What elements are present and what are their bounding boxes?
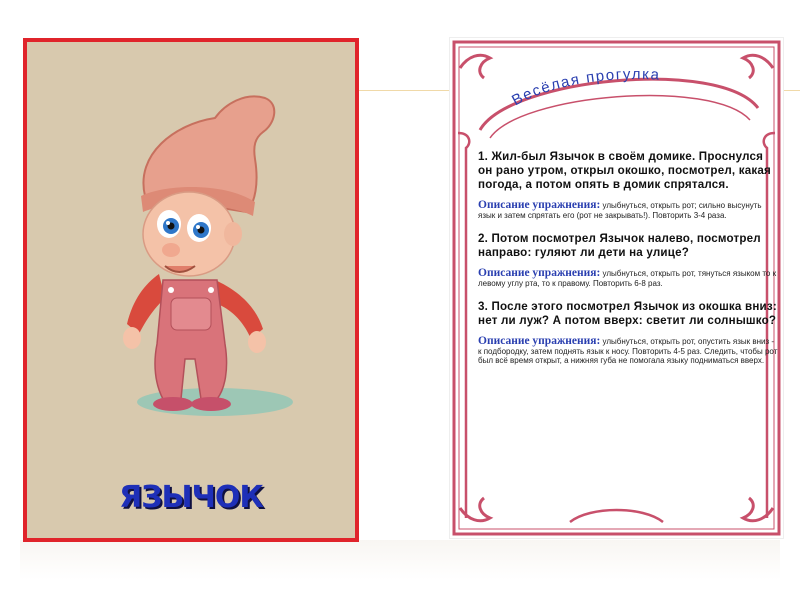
step-description	[478, 269, 778, 288]
step-text: 2. Потом посмотрел Язычок налево, посмотрел направо: гуляют ли дети на улице?	[478, 232, 761, 259]
description-text: улыбнуться, открыть рот, тянуться языком то к левому углу рта, то к правому. Повторить 6-8 раз.	[478, 269, 777, 288]
description-text: улыбнуться, открыть рот; сильно высунуть язык и затем спрятать его (рот не закрывать!). Повторить 3-4 раза.	[478, 201, 762, 220]
description-label: Описание упражнения:	[478, 335, 601, 347]
step-text: 1. Жил-был Язычок в своём домике. Проснулся он рано утром, открыл окошко, посмотрел, какая погода, а потом опять в домик спрятался.	[478, 150, 772, 191]
exercise-card	[450, 38, 783, 538]
svg-text:Весёлая прогулка	[509, 66, 661, 109]
card-heading: Весёлая прогулка	[509, 65, 661, 110]
step-description	[478, 337, 778, 366]
exercise-content	[478, 150, 778, 378]
character-name-title: ЯЗЫЧОК	[119, 480, 263, 515]
tongue-character-illustration	[105, 84, 295, 444]
exercise-step-2	[478, 232, 778, 288]
description-text: улыбнуться, открыть рот, опустить язык вниз - к подбородку, затем поднять язык к носу. Повторить 4-5 раз. Следить, чтобы рот был всё время открыт, а нижняя губа не помогала языку подниматься вверх.	[478, 337, 778, 365]
exercise-step-3	[478, 300, 778, 366]
step-text: 3. После этого посмотрел Язычок из окошка вниз: нет ли луж? А потом вверх: светит ли солнышко?	[478, 300, 777, 327]
description-label: Описание упражнения:	[478, 267, 601, 279]
exercise-step-1	[478, 150, 778, 220]
step-description	[478, 201, 778, 220]
slide-reflection	[20, 540, 780, 580]
character-card	[23, 38, 359, 542]
description-label: Описание упражнения:	[478, 199, 601, 211]
